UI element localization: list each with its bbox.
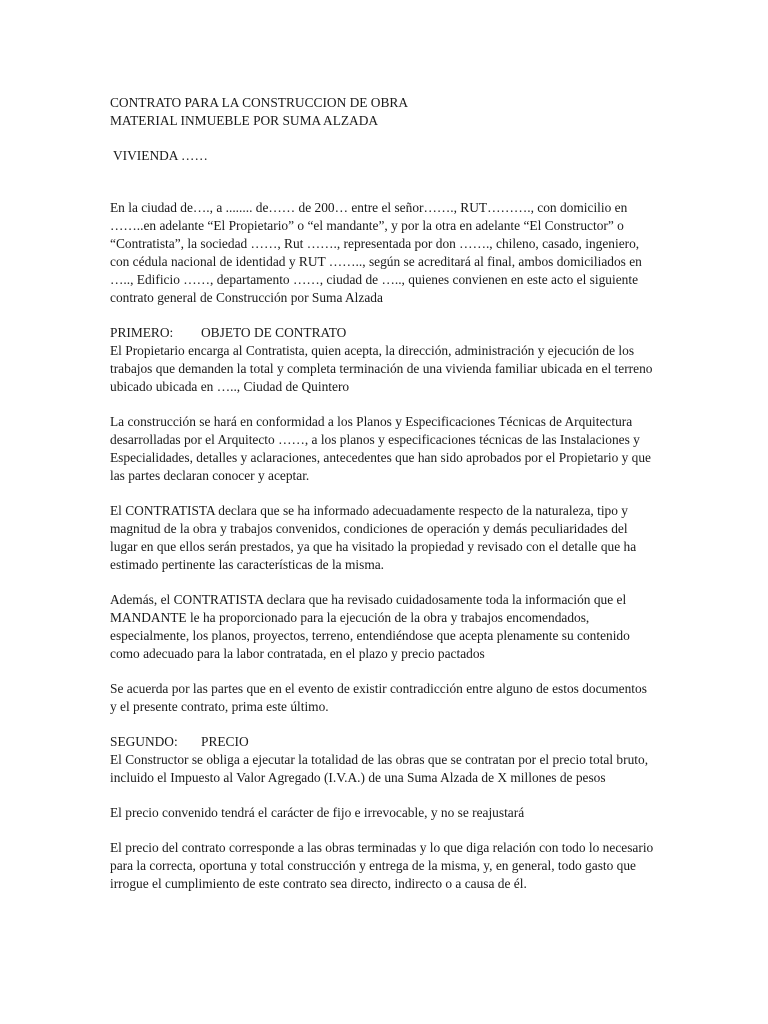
section-segundo <box>110 733 655 893</box>
section-heading-primero <box>110 324 655 342</box>
title-line-1: CONTRATO PARA LA CONSTRUCCION DE OBRA <box>110 95 408 110</box>
primero-paragraph-2: La construcción se hará en conformidad a los Planos y Especificaciones Técnicas de Arquitectura desarrolladas por el Arquitecto ……, a los planos y especificaciones técnicas de las Instalaciones y Especialidades, detalles y aclaraciones, antecedentes que han sido aprobados por el Propietario y que las partes declaran conocer y aceptar. <box>110 414 651 483</box>
primero-paragraph-5: Se acuerda por las partes que en el evento de existir contradicción entre alguno de estos documentos y el presente contrato, prima este último. <box>110 681 647 714</box>
primero-paragraph-1: El Propietario encarga al Contratista, quien acepta, la dirección, administración y ejecución de los trabajos que demanden la total y completa terminación de una vivienda familiar ubicada en el terreno ubicado ubicada en ….., Ciudad de Quintero <box>110 343 653 394</box>
title-line-2: MATERIAL INMUEBLE POR SUMA ALZADA <box>110 113 379 128</box>
segundo-paragraph-3: El precio del contrato corresponde a las obras terminadas y lo que diga relación con todo lo necesario para la correcta, oportuna y total construcción y entrega de la misma, y, en general, todo gasto que irrogue el cumplimiento de este contrato sea directo, indirecto o a causa de él. <box>110 840 654 891</box>
section-label-segundo: SEGUNDO: <box>110 734 178 749</box>
section-primero <box>110 324 655 716</box>
segundo-paragraph-1: El Constructor se obliga a ejecutar la totalidad de las obras que se contratan por el precio total bruto, incluido el Impuesto al Valor Agregado (I.V.A.) de una Suma Alzada de X millones de pesos <box>110 752 649 785</box>
section-title-segundo: PRECIO <box>201 734 249 749</box>
section-heading-segundo <box>110 733 655 751</box>
vivienda-line: VIVIENDA …… <box>113 148 208 163</box>
segundo-paragraph-2: El precio convenido tendrá el carácter de fijo e irrevocable, y no se reajustará <box>110 805 525 820</box>
section-label-primero: PRIMERO: <box>110 325 174 340</box>
document-page <box>110 94 655 893</box>
primero-paragraph-4: Además, el CONTRATISTA declara que ha revisado cuidadosamente toda la información que el MANDANTE le ha proporcionado para la ejecución de la obra y trabajos encomendados, especialmente, los planos, proyectos, terreno, entendiéndose que acepta plenamente su contenido como adecuado para la labor contratada, en el plazo y precio pactados <box>110 592 630 661</box>
section-title-primero: OBJETO DE CONTRATO <box>201 325 347 340</box>
primero-paragraph-3: El CONTRATISTA declara que se ha informado adecuadamente respecto de la naturaleza, tipo y magnitud de la obra y trabajos convenidos, condiciones de operación y demás peculiaridades del lugar en que ellos serán prestados, ya que ha visitado la propiedad y revisado con el detalle que ha estimado pertinente las características de la misma. <box>110 503 637 572</box>
intro-paragraph: En la ciudad de…., a ........ de…… de 200… entre el señor……., RUT………., con domicilio en ……..en adelante “El Propietario” o “el mandante”, y por la otra en adelante “El Constructor” o “Contratista”, la sociedad ……, Rut ……., representada por don ……., chileno, casado, ingeniero, con cédula nacional de identidad y RUT …….., según se acreditará al final, ambos domiciliados en ….., Edificio ……, departamento ……, ciudad de ….., quienes convienen en este acto el siguiente contrato general de Construcción por Suma Alzada <box>110 200 642 305</box>
